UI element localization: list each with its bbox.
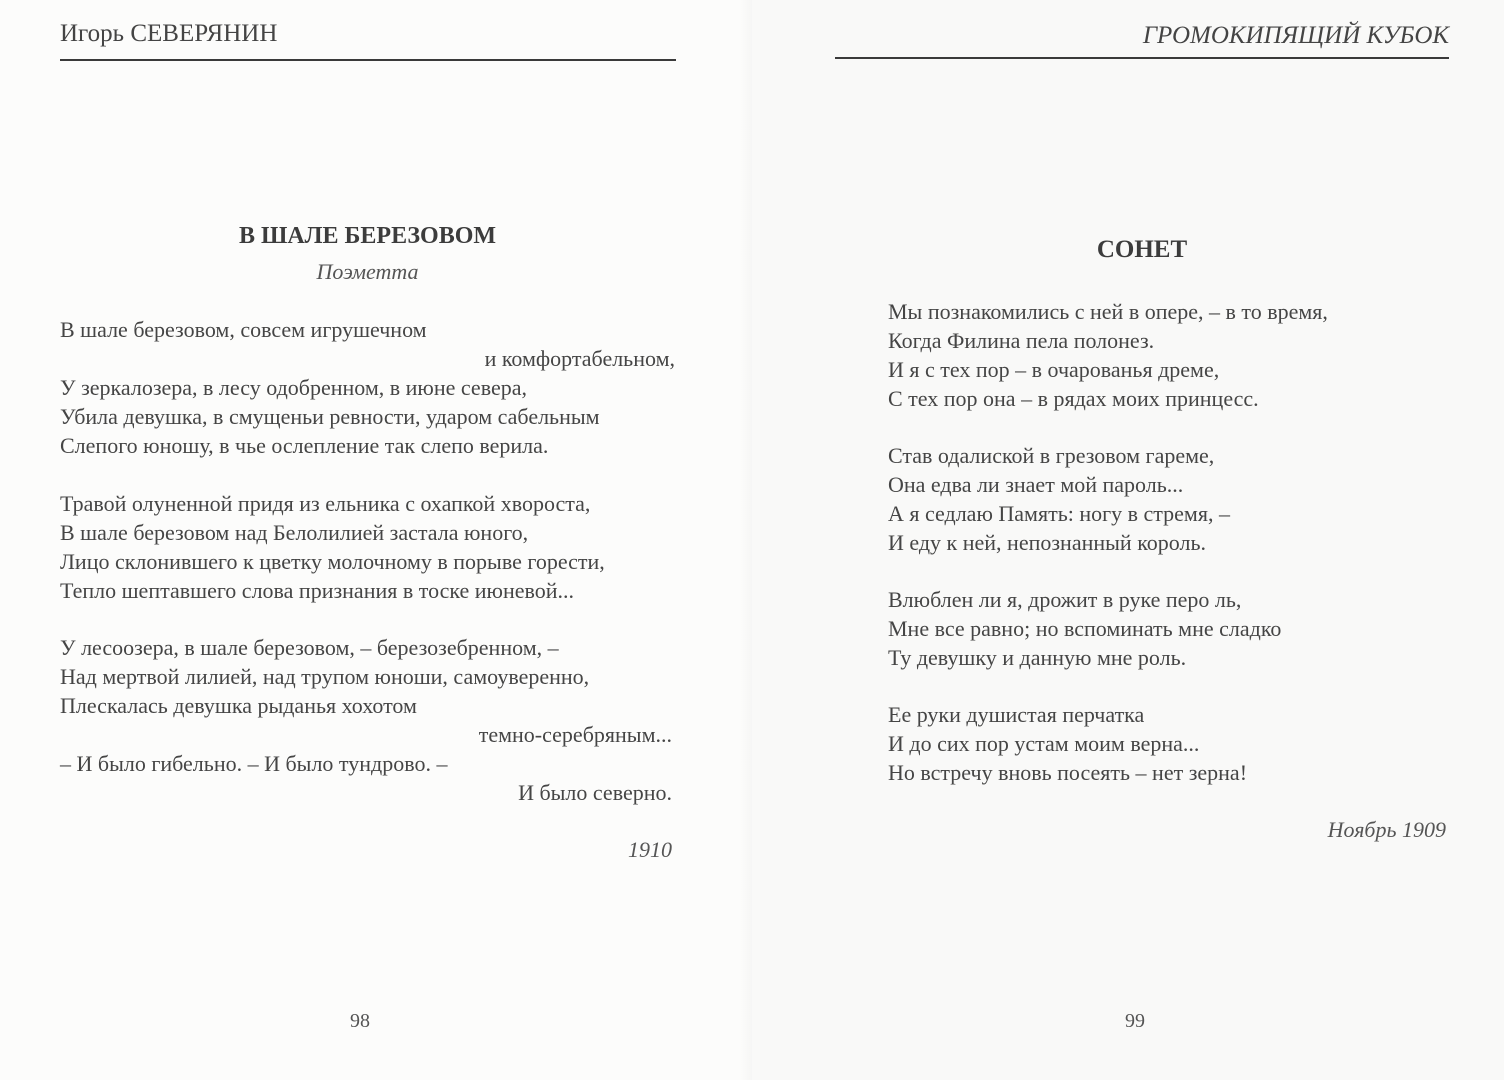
- poem-line: Плескалась девушка рыданья хохотом: [60, 693, 417, 718]
- poem-line: А я седлаю Память: ногу в стремя, –: [888, 501, 1230, 526]
- poem-line: Слепого юношу, в чье ослепление так слепо верила.: [60, 433, 549, 458]
- poem-line: темно-серебряным...: [478, 722, 672, 747]
- poem-line: Травой олуненной придя из ельника с охапкой хвороста,: [60, 491, 591, 516]
- poem-line: Тепло шептавшего слова признания в тоске июневой...: [60, 578, 575, 603]
- poem-line: Лицо склонившего к цветку молочному в порыве горести,: [60, 549, 605, 574]
- poem-subtitle: Поэметта: [316, 259, 419, 284]
- poem-line: Влюблен ли я, дрожит в руке перо ль,: [888, 587, 1242, 612]
- poem-line: Став одалиской в грезовом гареме,: [888, 443, 1215, 468]
- poem-line: и комфортабельном,: [484, 346, 675, 371]
- poem-line: Когда Филина пела полонез.: [888, 328, 1155, 353]
- poem-line: И я с тех пор – в очарованья дреме,: [888, 357, 1220, 382]
- page-number: 99: [1125, 1010, 1145, 1032]
- poem-line: И до сих пор устам моим верна...: [888, 731, 1200, 756]
- poem-line: Мы познакомились с ней в опере, – в то время,: [888, 299, 1328, 324]
- poem-title: СОНЕТ: [1096, 236, 1188, 263]
- poem-line: Убила девушка, в смущеньи ревности, ударом сабельным: [60, 404, 600, 429]
- poem-line: Ту девушку и данную мне роль.: [888, 645, 1187, 670]
- poem-line: В шале березовом над Белолилией застала юного,: [60, 520, 529, 545]
- poem-line: Мне все равно; но вспоминать мне сладко: [888, 616, 1282, 641]
- poem-line: И еду к ней, непознанный король.: [888, 530, 1206, 555]
- poem-date: 1910: [628, 837, 672, 862]
- running-head-book-title: ГРОМОКИПЯЩИЙ КУБОК: [1142, 22, 1449, 49]
- page-number: 98: [350, 1010, 370, 1032]
- poem-line: У лесоозера, в шале березовом, – березозебренном, –: [60, 635, 559, 660]
- right-page: [752, 0, 1504, 1080]
- poem-line: – И было гибельно. – И было тундрово. –: [60, 751, 448, 776]
- header-rule: [835, 57, 1449, 59]
- header-rule: [60, 59, 676, 61]
- poem-line: Она едва ли знает мой пароль...: [888, 472, 1184, 497]
- poem-line: В шале березовом, совсем игрушечном: [60, 317, 427, 342]
- poem-title: В ШАЛЕ БЕРЕЗОВОМ: [238, 223, 497, 249]
- poem-date: Ноябрь 1909: [1327, 817, 1446, 842]
- poem-line: Но встречу вновь посеять – нет зерна!: [888, 760, 1248, 785]
- poem-line: И было северно.: [518, 780, 672, 805]
- poem-line: У зеркалозера, в лесу одобренном, в июне севера,: [60, 375, 527, 400]
- running-head-author: Игорь СЕВЕРЯНИН: [60, 20, 278, 47]
- poem-line: С тех пор она – в рядах моих принцесс.: [888, 386, 1259, 411]
- poem-line: Над мертвой лилией, над трупом юноши, самоуверенно,: [60, 664, 590, 689]
- poem-line: Ее руки душистая перчатка: [888, 702, 1145, 727]
